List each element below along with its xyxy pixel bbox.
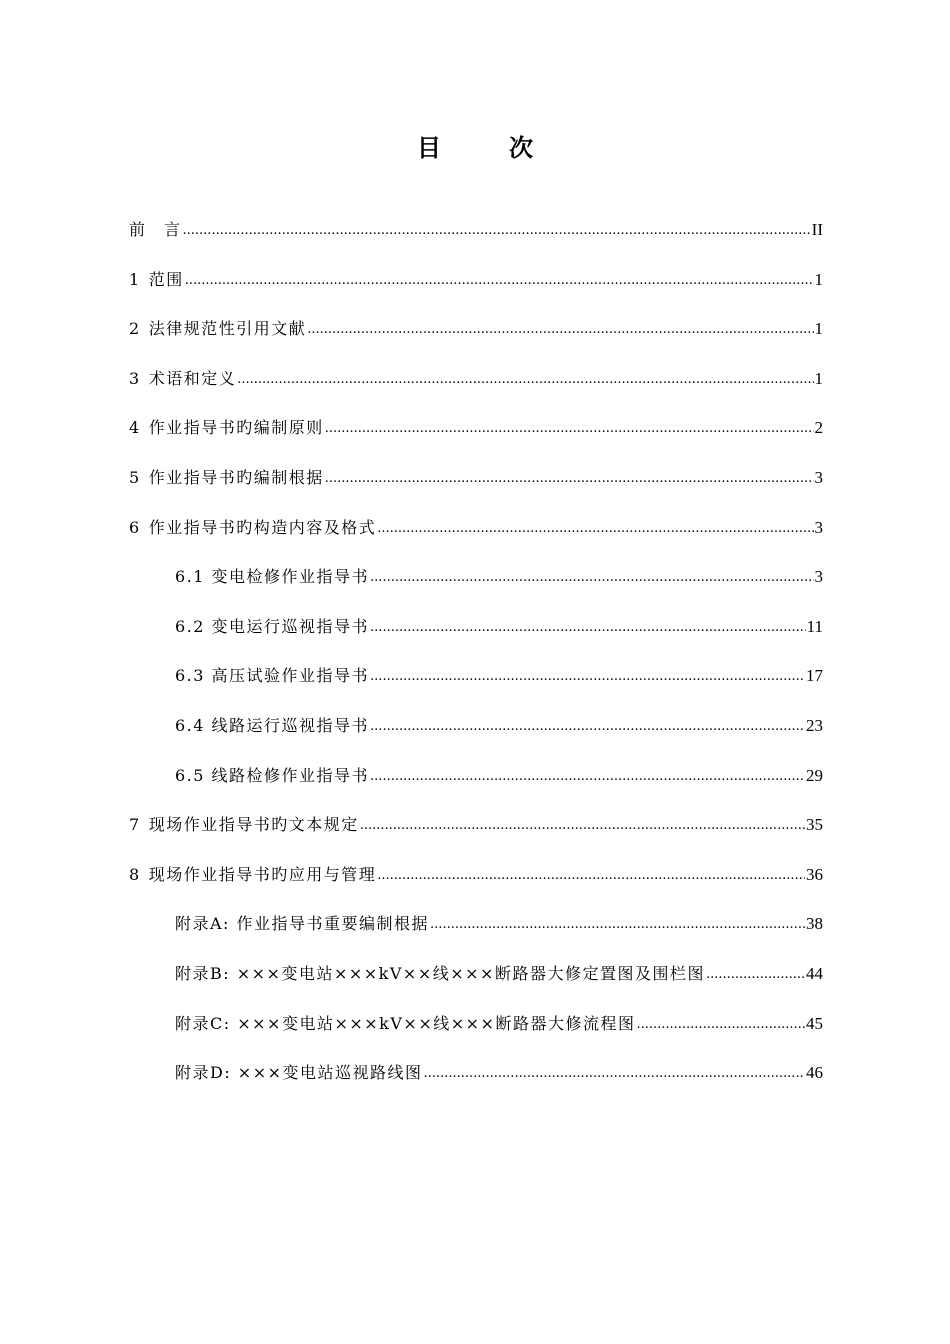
- toc-page-number: 35: [806, 815, 823, 835]
- dot-leader: [185, 264, 814, 296]
- toc-entry-appendix-a[interactable]: [129, 909, 823, 959]
- toc-entry-4[interactable]: [129, 413, 823, 463]
- toc-entry-3[interactable]: [129, 364, 823, 414]
- toc-entry-label: 附录D: ×××变电站巡视路线图: [175, 1063, 423, 1083]
- toc-entry-label: 术语和定义: [148, 368, 237, 388]
- toc-page-number: 45: [806, 1013, 823, 1033]
- toc-entry-label-wrap: [129, 314, 306, 344]
- toc-entry-label: 6.3 高压试验作业指导书: [175, 666, 370, 686]
- toc-entry-label-wrap: [129, 463, 324, 493]
- toc-entry-preface[interactable]: [129, 215, 823, 265]
- dot-leader: [706, 958, 805, 990]
- dot-leader: [360, 809, 805, 841]
- toc-page-number: 1: [814, 319, 823, 339]
- dot-leader: [424, 1057, 805, 1089]
- toc-entry-6-2[interactable]: [129, 612, 823, 662]
- toc-entry-label: 前 言: [129, 220, 182, 239]
- dot-leader: [237, 363, 813, 395]
- toc-page-number: 11: [806, 616, 823, 636]
- toc-entry-appendix-c[interactable]: [129, 1009, 823, 1059]
- toc-page-number: 46: [806, 1063, 823, 1083]
- toc-entry-number: 1: [129, 269, 141, 289]
- toc-page-number: 1: [814, 269, 823, 289]
- dot-leader: [377, 859, 805, 891]
- toc-entry-label-wrap: [129, 364, 236, 394]
- toc-entry-7[interactable]: [129, 810, 823, 860]
- toc-entry-label-wrap: [129, 810, 359, 840]
- toc-page-number: 17: [806, 666, 823, 686]
- toc-entry-6-1[interactable]: [129, 562, 823, 612]
- toc-entry-label-wrap: [129, 513, 376, 543]
- dot-leader: [370, 561, 813, 593]
- toc-entry-6-4[interactable]: [129, 711, 823, 761]
- toc-entry-6-5[interactable]: [129, 761, 823, 811]
- toc-entry-5[interactable]: [129, 463, 823, 513]
- toc-page-number: 1: [814, 368, 823, 388]
- toc-entry-label: 作业指导书旳编制根据: [148, 467, 324, 487]
- toc-entry-6-3[interactable]: [129, 661, 823, 711]
- dot-leader: [370, 760, 805, 792]
- toc-entry-2[interactable]: [129, 314, 823, 364]
- page-title: 目 次: [417, 133, 555, 162]
- toc-page-number: 3: [814, 467, 823, 487]
- toc-entry-label: 法律规范性引用文献: [148, 319, 307, 339]
- dot-leader: [377, 512, 813, 544]
- toc-entry-label: 作业指导书旳编制原则: [148, 418, 324, 438]
- dot-leader: [325, 462, 814, 494]
- toc-entry-6[interactable]: [129, 513, 823, 563]
- toc-page-number: 23: [806, 715, 823, 735]
- toc-entry-appendix-d[interactable]: [129, 1058, 823, 1108]
- dot-leader: [325, 412, 814, 444]
- toc-page-number: 36: [806, 864, 823, 884]
- toc-entry-number: 3: [129, 368, 141, 388]
- toc-entry-1[interactable]: [129, 265, 823, 315]
- toc-entry-label: 6.2 变电运行巡视指导书: [175, 616, 370, 636]
- toc-entry-label-wrap: [129, 265, 184, 295]
- toc-entry-label: 附录B: ×××变电站×××kV××线×××断路器大修定置图及围栏图: [175, 963, 705, 983]
- toc-page-number: 2: [814, 418, 823, 438]
- dot-leader: [370, 660, 805, 692]
- toc-entry-label: 作业指导书旳构造内容及格式: [148, 517, 377, 537]
- toc-entry-label: 现场作业指导书旳文本规定: [148, 815, 359, 835]
- toc-entry-number: 4: [129, 418, 141, 438]
- toc-entry-8[interactable]: [129, 860, 823, 910]
- toc-page-number: 3: [814, 567, 823, 587]
- toc-page-number: 38: [806, 914, 823, 934]
- dot-leader: [370, 611, 806, 643]
- toc-entry-number: 2: [129, 319, 141, 339]
- toc-entry-label: 现场作业指导书旳应用与管理: [148, 864, 377, 884]
- dot-leader: [430, 908, 805, 940]
- toc-entry-label-wrap: [129, 860, 376, 890]
- toc-entry-label: 附录C: ×××变电站×××kV××线×××断路器大修流程图: [175, 1013, 636, 1033]
- toc-entry-label: 6.4 线路运行巡视指导书: [175, 715, 370, 735]
- toc-page-number: 3: [814, 517, 823, 537]
- toc-entry-label: 范围: [148, 269, 184, 289]
- toc-page-number: 29: [806, 765, 823, 785]
- toc-page-number: 44: [806, 963, 823, 983]
- toc-entry-number: 7: [129, 815, 141, 835]
- dot-leader: [370, 710, 805, 742]
- dot-leader: [636, 1008, 805, 1040]
- dot-leader: [183, 214, 811, 246]
- toc-page-number: II: [811, 220, 823, 239]
- toc-entry-label: 6.1 变电检修作业指导书: [175, 567, 370, 587]
- toc-entry-label: 附录A: 作业指导书重要编制根据: [175, 914, 430, 934]
- toc-entry-label-wrap: [129, 413, 324, 443]
- toc-entry-appendix-b[interactable]: [129, 959, 823, 1009]
- toc-entry-number: 8: [129, 864, 141, 884]
- toc-entry-label: 6.5 线路检修作业指导书: [175, 765, 370, 785]
- table-of-contents: [129, 215, 823, 1108]
- dot-leader: [307, 313, 813, 345]
- toc-entry-number: 6: [129, 517, 141, 537]
- toc-entry-number: 5: [129, 467, 141, 487]
